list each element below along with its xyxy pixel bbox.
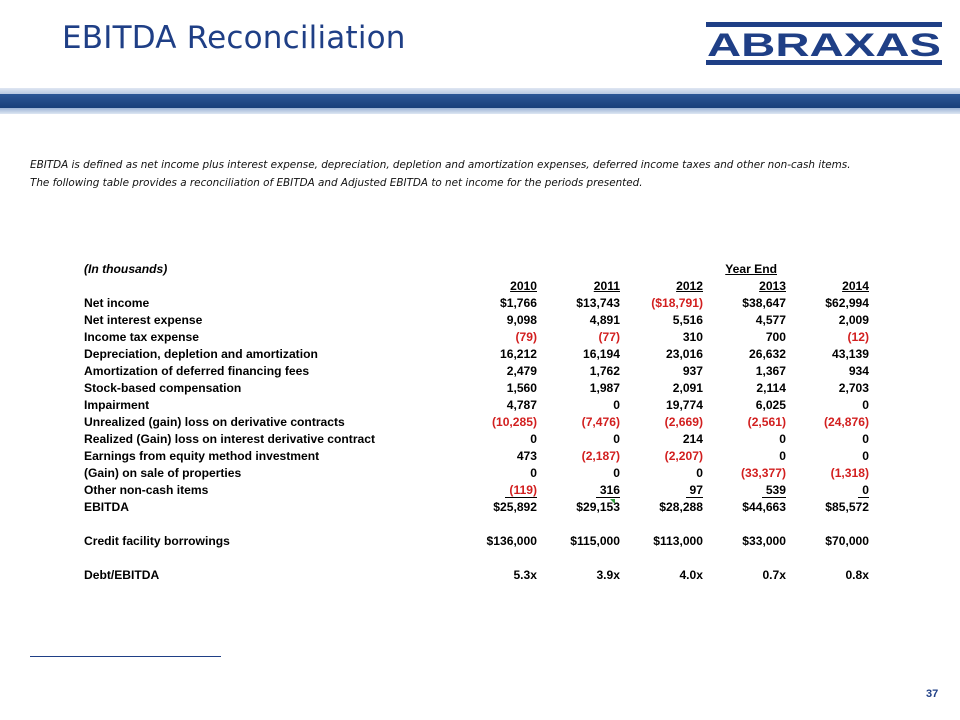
year-header: 2011 xyxy=(593,278,620,293)
row-label: Realized (Gain) loss on interest derivative contract xyxy=(84,431,376,446)
row-label: Income tax expense xyxy=(84,329,199,344)
row-label: Net interest expense xyxy=(84,312,203,327)
row-value: 1,762 xyxy=(589,363,620,378)
row-value: 5,516 xyxy=(672,312,703,327)
row-value: 43,139 xyxy=(832,346,869,361)
year-header: 2014 xyxy=(842,278,869,293)
row-value: $28,288 xyxy=(659,499,703,514)
row-value: (2,669) xyxy=(664,414,703,429)
table-row xyxy=(84,311,869,328)
table-row xyxy=(84,396,869,413)
row-label: Other non-cash items xyxy=(84,482,209,497)
row-value: 4,787 xyxy=(506,397,537,412)
row-value: 26,632 xyxy=(749,346,786,361)
row-value: (79) xyxy=(515,329,537,344)
table-units-row xyxy=(84,260,869,277)
row-value: 934 xyxy=(848,363,869,378)
row-label: Net income xyxy=(84,295,150,310)
page-number: 37 xyxy=(926,688,939,700)
row-value: 316 xyxy=(537,481,620,498)
table-row xyxy=(84,294,869,311)
row-value: (7,476) xyxy=(581,414,620,429)
row-value: 1,560 xyxy=(506,380,537,395)
table-row xyxy=(84,345,869,362)
row-value: 3.9x xyxy=(596,567,620,582)
year-header: 2013 xyxy=(759,278,786,293)
row-value: 19,774 xyxy=(666,397,703,412)
row-value: (2,561) xyxy=(747,414,786,429)
row-value: (2,207) xyxy=(664,448,703,463)
row-value: ($18,791) xyxy=(651,295,703,310)
row-value: 4,577 xyxy=(755,312,786,327)
row-label: EBITDA xyxy=(84,499,130,514)
row-value: $62,994 xyxy=(825,295,869,310)
row-value: 0 xyxy=(613,465,620,480)
spacer-row xyxy=(84,549,869,566)
row-value: 4.0x xyxy=(679,567,703,582)
table-row xyxy=(84,532,869,549)
row-value: 214 xyxy=(682,431,703,446)
row-value: $1,766 xyxy=(500,295,537,310)
row-value: (33,377) xyxy=(740,465,786,480)
row-value: (119) xyxy=(454,481,537,498)
row-value: 0 xyxy=(786,481,869,498)
row-value: 9,098 xyxy=(506,312,537,327)
row-value: 539 xyxy=(703,481,786,498)
row-value: $85,572 xyxy=(825,499,869,514)
row-value: 97 xyxy=(620,481,703,498)
row-value: 700 xyxy=(765,329,786,344)
row-value: $136,000 xyxy=(486,533,537,548)
row-value: 0 xyxy=(530,465,537,480)
row-label: Earnings from equity method investment xyxy=(84,448,320,463)
row-value: 0 xyxy=(779,431,786,446)
row-value: 0 xyxy=(613,431,620,446)
row-value: (1,318) xyxy=(830,465,869,480)
table-row xyxy=(84,498,869,515)
row-label: Amortization of deferred financing fees xyxy=(84,363,310,378)
row-value: 2,479 xyxy=(506,363,537,378)
description-line-1: EBITDA is defined as net income plus interest expense, depreciation, depletion and amortization expenses, deferred income taxes and other non-cash items. xyxy=(30,159,851,171)
row-value: $25,892 xyxy=(493,499,537,514)
row-value: 0.8x xyxy=(845,567,869,582)
row-value: 473 xyxy=(516,448,537,463)
table-row xyxy=(84,464,869,481)
footnote-divider xyxy=(30,656,221,657)
row-value: 0 xyxy=(696,465,703,480)
row-label: Debt/EBITDA xyxy=(84,567,160,582)
row-value: $115,000 xyxy=(570,533,620,548)
table-row xyxy=(84,447,869,464)
table-row xyxy=(84,379,869,396)
page-title: EBITDA Reconciliation xyxy=(62,20,406,56)
row-value: (24,876) xyxy=(823,414,869,429)
table-row xyxy=(84,430,869,447)
ebitda-table xyxy=(84,260,869,583)
row-value: 16,212 xyxy=(500,346,537,361)
table-row xyxy=(84,566,869,583)
row-value: (2,187) xyxy=(581,448,620,463)
row-value: 1,367 xyxy=(755,363,786,378)
table-row xyxy=(84,413,869,430)
row-value: 2,114 xyxy=(756,380,786,395)
row-value: 4,891 xyxy=(589,312,620,327)
row-value: 0 xyxy=(862,448,869,463)
row-value: 0 xyxy=(530,431,537,446)
row-value: $29,153 xyxy=(576,499,620,514)
logo-text: ABRAXAS xyxy=(707,27,941,63)
row-value: (77) xyxy=(598,329,620,344)
row-value: 0 xyxy=(862,431,869,446)
table-years-row xyxy=(84,277,869,294)
row-label: Unrealized (gain) loss on derivative contracts xyxy=(84,414,345,429)
row-value: 0 xyxy=(862,397,869,412)
row-value: 1,987 xyxy=(589,380,620,395)
table-row xyxy=(84,481,869,498)
year-end-header: Year End xyxy=(725,261,777,276)
description xyxy=(30,156,930,192)
row-value: 2,009 xyxy=(838,312,869,327)
row-value: $13,743 xyxy=(576,295,620,310)
row-value: (12) xyxy=(847,329,869,344)
row-value: 0 xyxy=(613,397,620,412)
row-value: 0 xyxy=(779,448,786,463)
year-header: 2012 xyxy=(676,278,703,293)
abraxas-logo xyxy=(700,16,950,70)
row-value: 0.7x xyxy=(762,567,786,582)
row-label: Credit facility borrowings xyxy=(84,533,230,548)
row-value: 2,703 xyxy=(838,380,869,395)
row-value: 6,025 xyxy=(755,397,786,412)
header-band xyxy=(0,88,960,118)
row-value: (10,285) xyxy=(491,414,537,429)
row-value: $113,000 xyxy=(653,533,703,548)
row-value: 2,091 xyxy=(672,380,703,395)
table-row xyxy=(84,362,869,379)
units-label: (In thousands) xyxy=(84,261,168,276)
row-label: Depreciation, depletion and amortization xyxy=(84,346,318,361)
row-value: $44,663 xyxy=(742,499,786,514)
row-label: Impairment xyxy=(84,397,150,412)
table-row xyxy=(84,328,869,345)
row-value: 937 xyxy=(682,363,703,378)
row-value: $70,000 xyxy=(825,533,869,548)
row-value: $38,647 xyxy=(742,295,786,310)
row-value: 23,016 xyxy=(666,346,703,361)
row-label: (Gain) on sale of properties xyxy=(84,465,242,480)
row-label: Stock-based compensation xyxy=(84,380,242,395)
row-value: 16,194 xyxy=(583,346,620,361)
description-line-2: The following table provides a reconciliation of EBITDA and Adjusted EBITDA to net income for the periods presented. xyxy=(30,177,643,189)
comment-marker xyxy=(610,499,615,504)
spacer-row xyxy=(84,515,869,532)
row-value: $33,000 xyxy=(742,533,786,548)
row-value: 310 xyxy=(682,329,703,344)
row-value: 5.3x xyxy=(513,567,537,582)
year-header: 2010 xyxy=(510,278,537,293)
table-body xyxy=(84,294,869,583)
